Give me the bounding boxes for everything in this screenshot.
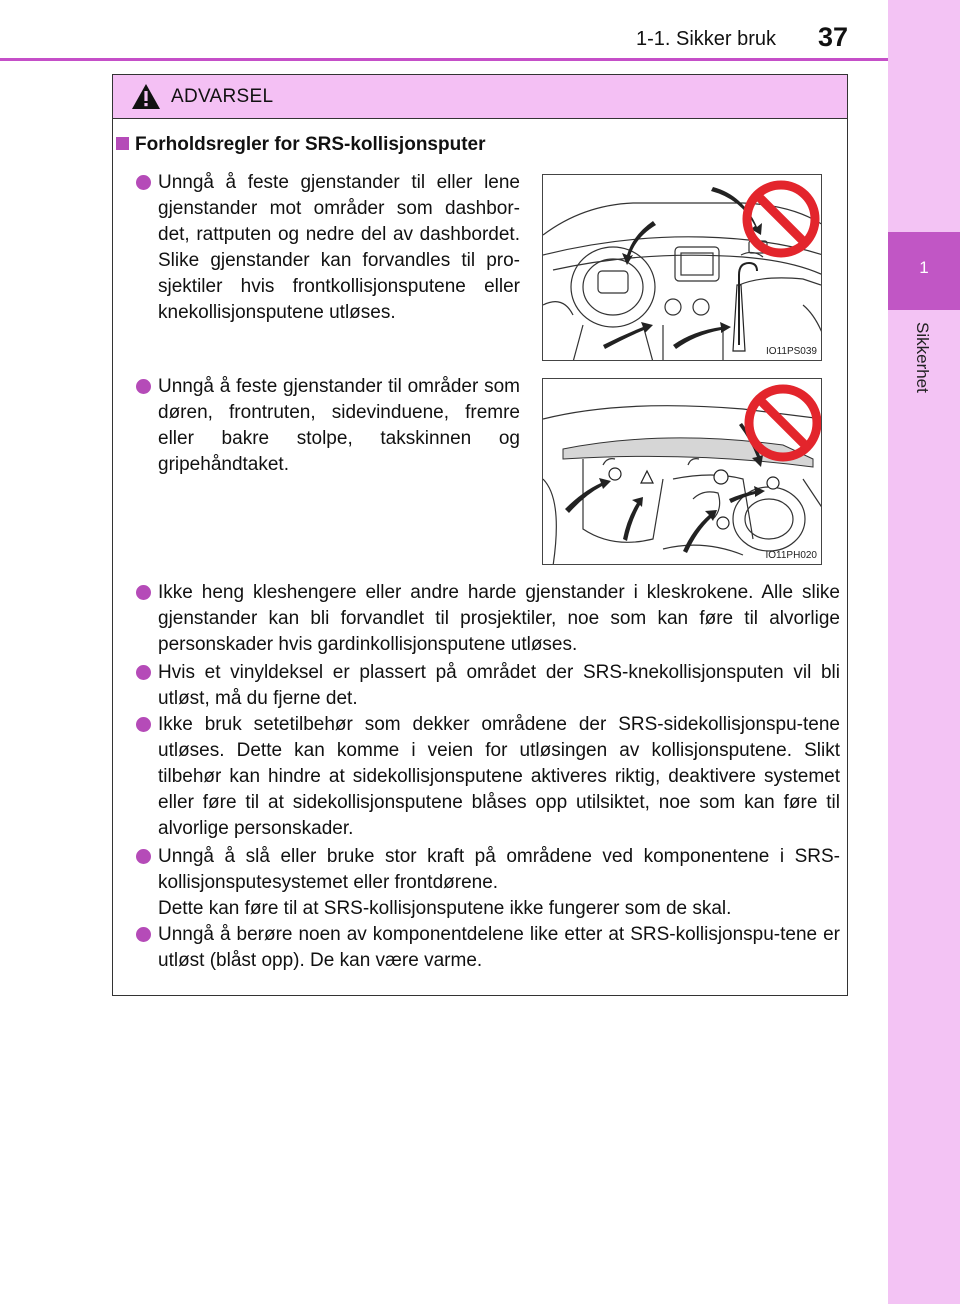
bullet-item: Ikke heng kleshengere eller andre harde gjenstander i kleskrokene. Alle slike gjenstander kan bli forvandlet til prosjektiler, noe som kan føre til alvorlige personskader hvis gardinkollisjonsputene utløses.	[158, 580, 840, 658]
warning-triangle-icon	[131, 83, 161, 110]
warning-header	[113, 75, 847, 119]
round-bullet-icon	[136, 717, 151, 732]
bullet-item: Unngå å berøre noen av komponentdelene like etter at SRS-kollisjonspu-tene er utløst (blåst opp). De kan være varme.	[158, 922, 840, 974]
bullet-item: Ikke bruk setetilbehør som dekker områdene der SRS-sidekollisjonspu-tene utløses. Dette kan komme i veien for utløsingen av kollisjonsputene. Slikt tilbehør kan hindre at sidekollisjonsputene aktiveres riktig, deaktivere systemet eller føre til at sidekollisjonsputene blåses opp utilsiktet, noe som kan føre til alvorlige personskader.	[158, 712, 840, 842]
image-code: IO11PS039	[766, 346, 817, 357]
dashboard-illustration	[542, 174, 822, 361]
round-bullet-icon	[136, 585, 151, 600]
dashboard-drawing	[543, 175, 822, 361]
round-bullet-icon	[136, 849, 151, 864]
cabin-drawing	[543, 379, 822, 565]
header-rule	[0, 58, 888, 61]
round-bullet-icon	[136, 379, 151, 394]
section-heading: Forholdsregler for SRS-kollisjonsputer	[116, 134, 486, 156]
page-number: 37	[818, 22, 849, 52]
chapter-tab-strip	[888, 0, 960, 1304]
running-header-section: 1-1. Sikker bruk	[636, 28, 777, 50]
bullet-item: Unngå å slå eller bruke stor kraft på områdene ved komponentene i SRS-kollisjonsputesystemet eller frontdørene. Dette kan føre til at SRS-kollisjonsputene ikke fungerer som de skal.	[158, 844, 840, 922]
cabin-illustration	[542, 378, 822, 565]
round-bullet-icon	[136, 927, 151, 942]
image-code: IO11PH020	[765, 550, 817, 561]
round-bullet-icon	[136, 665, 151, 680]
bullet-item: Hvis et vinyldeksel er plassert på området der SRS-knekollisjonsputen vil bli utløst, må du fjerne det.	[158, 660, 840, 712]
prohibited-sign-icon	[747, 185, 815, 253]
round-bullet-icon	[136, 175, 151, 190]
bullet-item: Unngå å feste gjenstander til områder som døren, frontruten, sidevinduene, fremre eller bakre stolpe, takskinnen og gripehåndtaket.	[158, 374, 520, 478]
chapter-label: Sikkerhet	[913, 322, 932, 393]
chapter-number: 1	[919, 258, 929, 277]
square-bullet-icon	[116, 137, 129, 150]
warning-title: ADVARSEL	[171, 86, 274, 107]
bullet-item: Unngå å feste gjenstander til eller lene gjenstander mot områder som dashbor-det, rattputen og nedre del av dashbordet. Slike gjenstander kan forvandles til pro-sjektiler hvis frontkollisjonsputene eller knekollisjonsputene utløses.	[158, 170, 520, 326]
